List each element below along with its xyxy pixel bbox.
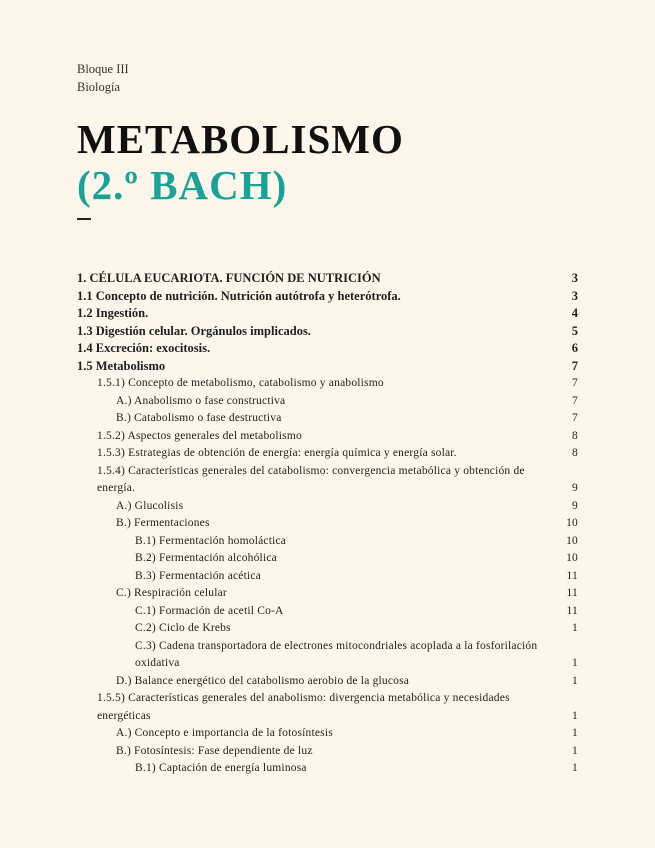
toc-entry-title: B.1) Captación de energía luminosa — [135, 762, 307, 774]
toc-entry-title: 1.1 Concepto de nutrición. Nutrición autótrofa y heterótrofa. — [77, 288, 401, 303]
toc-entry-page: 9 — [572, 499, 578, 512]
toc-entry[interactable] — [77, 358, 578, 376]
toc-entry-title: B.) Fermentaciones — [116, 517, 210, 529]
toc-entry-page: 9 — [572, 482, 578, 494]
toc-entry-page: 6 — [571, 341, 578, 355]
toc-entry[interactable] — [77, 620, 578, 638]
toc-entry-title: C.2) Ciclo de Krebs — [135, 622, 231, 634]
toc-entry[interactable] — [77, 760, 578, 778]
toc-entry-page: 3 — [571, 271, 578, 285]
toc-entry[interactable] — [77, 288, 578, 306]
toc-entry-page: 1 — [572, 674, 578, 687]
table-of-contents — [77, 270, 578, 778]
toc-entry-page: 3 — [571, 288, 578, 303]
toc-entry-title: B.) Fotosíntesis: Fase dependiente de luz — [116, 744, 313, 757]
toc-entry-page: 1 — [572, 762, 578, 774]
toc-entry[interactable] — [77, 410, 578, 428]
toc-entry-title: A.) Glucolisis — [116, 499, 184, 512]
toc-entry[interactable] — [77, 550, 578, 568]
toc-entry[interactable] — [77, 585, 578, 603]
toc-entry-page: 7 — [572, 412, 578, 424]
toc-entry[interactable] — [77, 393, 578, 411]
toc-entry-title: A.) Concepto e importancia de la fotosíntesis — [116, 727, 333, 739]
toc-entry[interactable] — [77, 568, 578, 586]
toc-entry-title: 1. CÉLULA EUCARIOTA. FUNCIÓN DE NUTRICIÓN — [77, 271, 381, 285]
toc-entry-title: A.) Anabolismo o fase constructiva — [116, 394, 286, 407]
toc-entry[interactable] — [77, 270, 578, 288]
document-title: METABOLISMO — [77, 116, 404, 162]
toc-entry[interactable] — [77, 673, 578, 691]
toc-entry-title: 1.5 Metabolismo — [77, 358, 166, 373]
header-block: Bloque III — [77, 62, 129, 76]
toc-entry-title: 1.5.3) Estrategias de obtención de energía: energía química y energía solar. — [97, 447, 457, 459]
toc-entry-title: 1.5.5) Características generales del anabolismo: divergencia metabólica y necesidades energéticas — [97, 692, 510, 722]
toc-entry-page: 8 — [572, 429, 578, 442]
toc-entry-title: B.2) Fermentación alcohólica — [135, 552, 277, 564]
toc-entry-page: 11 — [566, 587, 578, 599]
toc-entry-title: B.) Catabolismo o fase destructiva — [116, 412, 282, 424]
header-subject: Biología — [77, 80, 121, 94]
toc-entry[interactable] — [77, 743, 578, 761]
toc-entry-page: 1 — [572, 622, 578, 634]
toc-entry-page: 7 — [572, 377, 578, 389]
toc-entry[interactable] — [77, 463, 578, 498]
toc-entry-page: 11 — [566, 604, 578, 617]
toc-entry[interactable] — [77, 515, 578, 533]
toc-entry-title: D.) Balance energético del catabolismo aerobio de la glucosa — [116, 674, 410, 687]
document-header — [77, 60, 129, 96]
toc-entry-page: 5 — [571, 323, 578, 338]
toc-entry-page: 10 — [566, 552, 578, 564]
toc-entry-page: 10 — [566, 517, 578, 529]
toc-entry-page: 1 — [572, 727, 578, 739]
toc-entry-title: 1.4 Excreción: exocitosis. — [77, 341, 211, 355]
toc-entry-title: 1.5.1) Concepto de metabolismo, catabolismo y anabolismo — [97, 377, 384, 389]
toc-entry[interactable] — [77, 690, 578, 725]
toc-entry-page: 1 — [572, 657, 578, 669]
document-subtitle: (2.º BACH) — [77, 162, 288, 208]
toc-entry-page: 11 — [566, 569, 578, 582]
toc-entry[interactable] — [77, 305, 578, 323]
toc-entry-title: B.3) Fermentación acética — [135, 569, 262, 582]
toc-entry-page: 7 — [572, 394, 578, 407]
title-divider — [77, 218, 91, 220]
toc-entry[interactable] — [77, 340, 578, 358]
toc-entry[interactable] — [77, 603, 578, 621]
toc-entry[interactable] — [77, 638, 578, 673]
toc-entry-title: 1.5.2) Aspectos generales del metabolismo — [97, 429, 302, 442]
toc-entry[interactable] — [77, 445, 578, 463]
toc-entry-title: B.1) Fermentación homoláctica — [135, 534, 287, 547]
toc-entry[interactable] — [77, 498, 578, 516]
toc-entry-page: 7 — [571, 358, 578, 373]
toc-entry-title: C.3) Cadena transportadora de electrones mitocondriales acoplada a la fosforilación oxidativa — [135, 639, 538, 669]
toc-entry-title: C.1) Formación de acetil Co-A — [135, 604, 284, 617]
toc-entry-title: 1.3 Digestión celular. Orgánulos implicados. — [77, 323, 311, 338]
toc-entry[interactable] — [77, 323, 578, 341]
toc-entry-page: 10 — [566, 534, 578, 547]
toc-entry-title: C.) Respiración celular — [116, 587, 227, 599]
toc-entry-page: 1 — [572, 709, 578, 722]
toc-entry-title: 1.2 Ingestión. — [77, 306, 149, 320]
toc-entry[interactable] — [77, 375, 578, 393]
toc-entry[interactable] — [77, 428, 578, 446]
toc-entry-page: 4 — [571, 306, 578, 320]
toc-entry[interactable] — [77, 725, 578, 743]
toc-entry-page: 1 — [572, 744, 578, 757]
toc-entry-page: 8 — [572, 447, 578, 459]
toc-entry-title: 1.5.4) Características generales del catabolismo: convergencia metabólica y obtención de energía. — [97, 464, 525, 494]
toc-entry[interactable] — [77, 533, 578, 551]
